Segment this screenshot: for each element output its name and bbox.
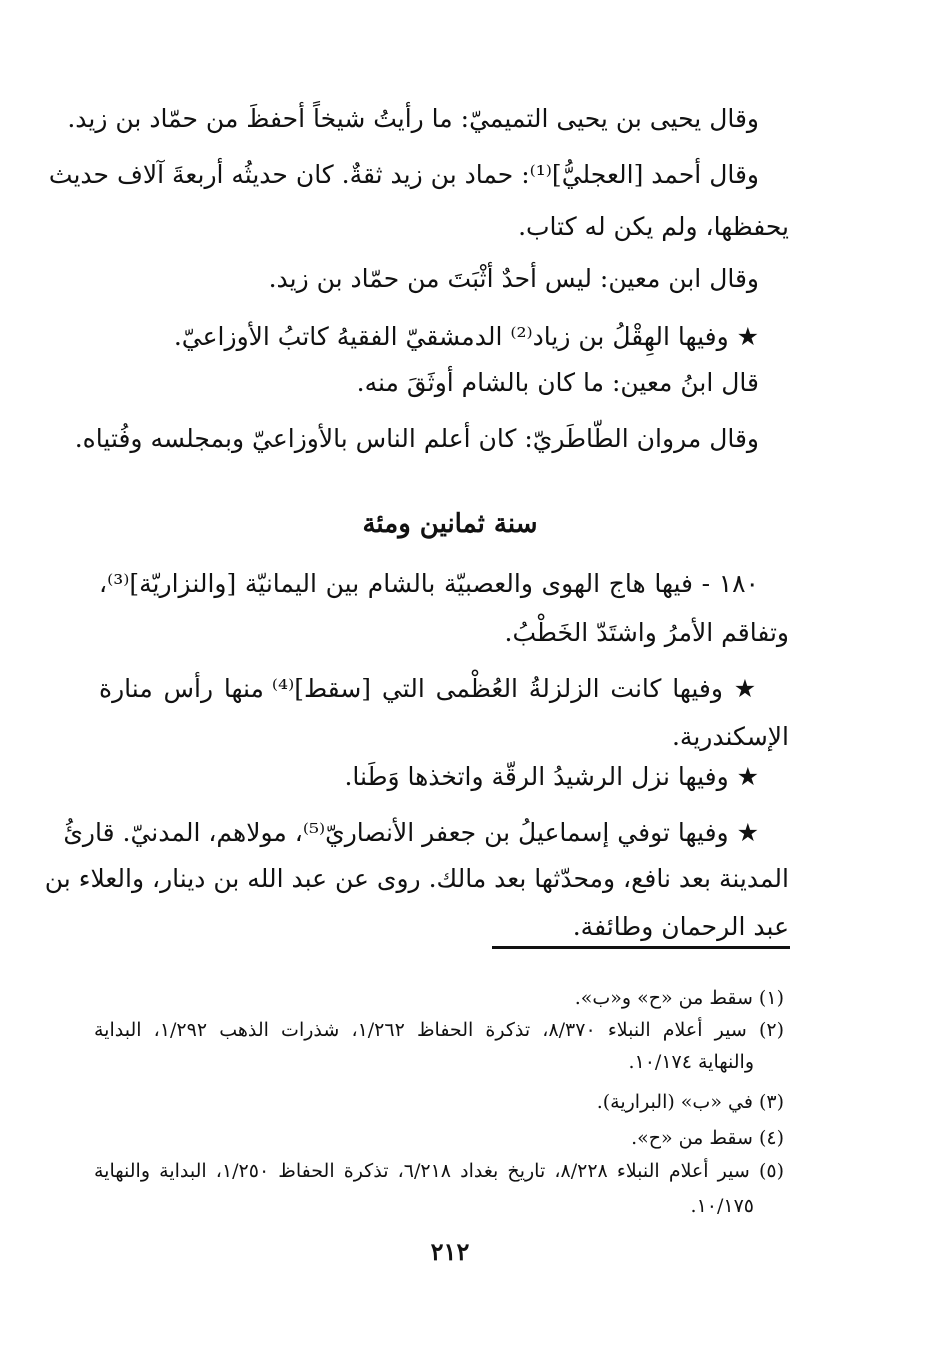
text-line: ١٨٠ - فيها هاج الهوى والعصبيّة بالشام بين اليمانيّة [والنزاريّة]⁽³⁾، <box>99 569 759 598</box>
footnote-line: والنهاية ١٠/١٧٤. <box>628 1051 754 1073</box>
footnote-line: (٢) سير أعلام النبلاء ٨/٣٧٠، تذكرة الحفاظ ١/٢٦٢، شذرات الذهب ١/٢٩٢، البداية <box>94 1019 784 1041</box>
footnote-separator <box>492 946 790 949</box>
text-line: وقال مروان الطّاطَريّ: كان أعلم الناس بالأوزاعيّ وبمجلسه وفُتياه. <box>74 424 759 453</box>
footnote-line: (٣) في «ب» (البرارية). <box>596 1091 784 1113</box>
text-line: وقال يحيى بن يحيى التميميّ: ما رأيتُ شيخاً أحفظَ من حمّاد بن زيد. <box>67 104 759 133</box>
text-line: قال ابنُ معين: ما كان بالشام أوثَقَ منه. <box>356 368 759 397</box>
page-number: ٢١٢ <box>430 1237 470 1266</box>
footnote-line: ١٠/١٧٥. <box>690 1195 754 1217</box>
text-line: وقال أحمد [العجليُّ]⁽¹⁾: حماد بن زيد ثقةٌ. كان حديثُه أربعةَ آلاف حديث <box>48 160 759 189</box>
text-line: ★ وفيها توفي إسماعيلُ بن جعفر الأنصاريّ⁽⁵⁾، مولاهم، المدنيّ. قارئُ <box>63 818 759 847</box>
text-line: وتفاقم الأمرُ واشتَدّ الخَطْبُ. <box>504 618 789 647</box>
text-line: الإسكندرية. <box>671 722 789 751</box>
text-line: يحفظها، ولم يكن له كتاب. <box>518 212 789 241</box>
footnote-line: (١) سقط من «ح» و«ب». <box>574 987 784 1009</box>
text-line: ★ وفيها كانت الزلزلةُ العُظْمى التي [سقط]⁽⁴⁾ منها رأس منارة <box>99 674 759 703</box>
text-line: ★ وفيها نزل الرشيدُ الرقّة واتخذها وَطَنا. <box>344 762 759 791</box>
text-line: وقال ابن معين: ليس أحدٌ أثْبَتَ من حمّاد بن زيد. <box>268 264 759 293</box>
text-line: المدينة بعد نافع، ومحدّثها بعد مالك. روى عن عبد الله بن دينار، والعلاء بن <box>44 864 789 893</box>
text-line: ★ وفيها الهِقْلُ بن زياد⁽²⁾ الدمشقيّ الفقيهُ كاتبُ الأوزاعيّ. <box>173 322 759 351</box>
section-heading: سنة ثمانين ومئة <box>362 509 538 539</box>
text-line: عبد الرحمان وطائفة. <box>572 912 789 941</box>
footnote-line: (٥) سير أعلام النبلاء ٨/٢٢٨، تاريخ بغداد ٦/٢١٨، تذكرة الحفاظ ١/٢٥٠، البداية والنهاية <box>94 1160 784 1182</box>
footnote-line: (٤) سقط من «ح». <box>631 1127 784 1149</box>
